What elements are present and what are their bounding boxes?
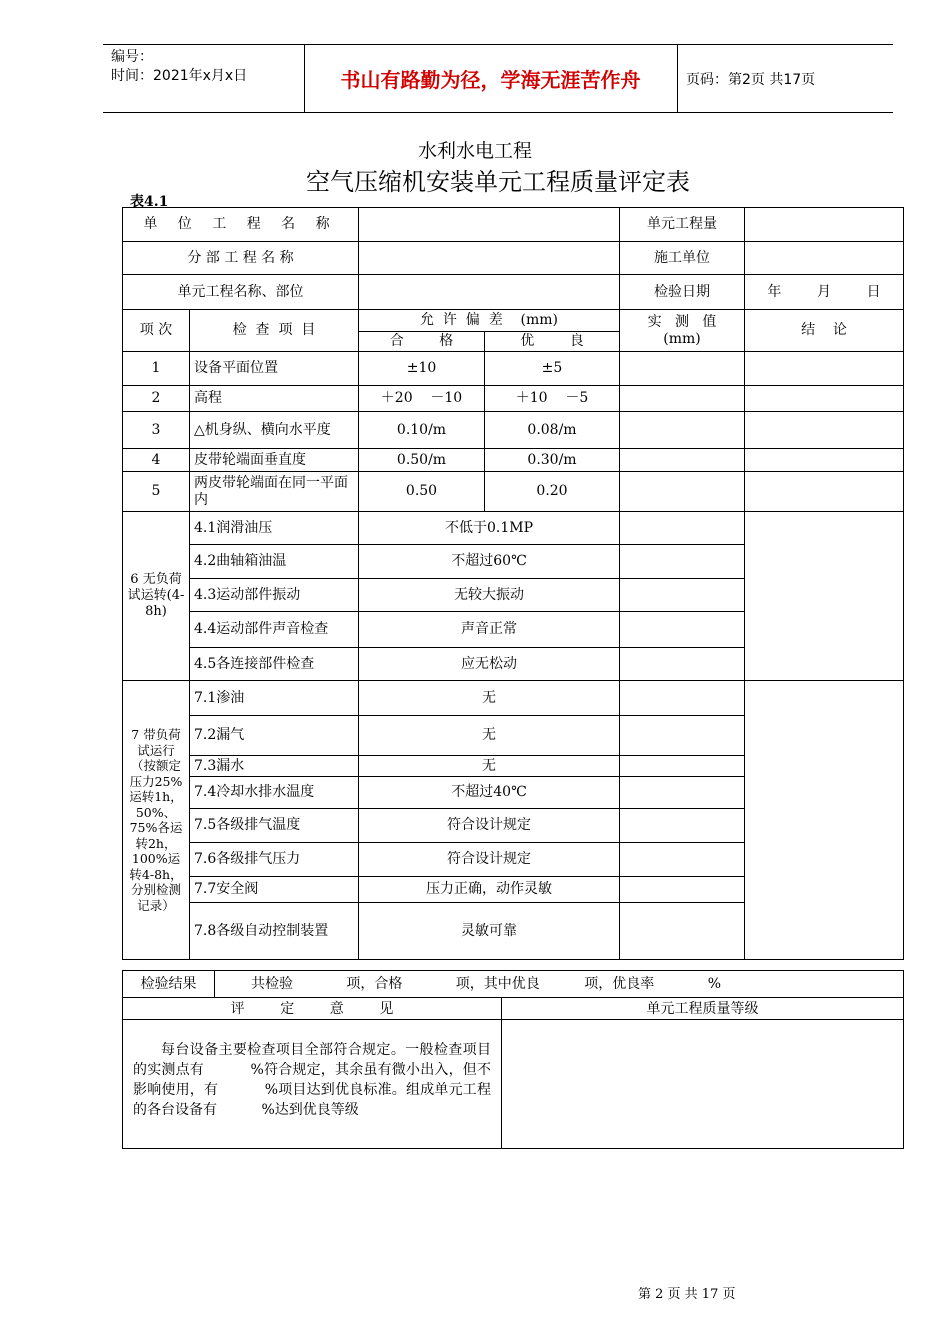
row-measured[interactable] <box>620 716 745 756</box>
grade-label: 单元工程质量等级 <box>502 998 904 1020</box>
row-requirement: 无 <box>359 756 620 777</box>
row-measured[interactable] <box>620 903 745 960</box>
header-meta <box>111 48 247 86</box>
row-excellent: 0.20 <box>485 472 620 512</box>
unit-project-value[interactable] <box>359 208 620 242</box>
row-no: 2 <box>123 386 190 412</box>
table-row <box>123 386 904 412</box>
row-item: 7.4冷却水排水温度 <box>190 777 359 809</box>
row-item: 7.3漏水 <box>190 756 359 777</box>
row-no: 5 <box>123 472 190 512</box>
row-measured[interactable] <box>620 579 745 612</box>
row-requirement: 无 <box>359 716 620 756</box>
unit-project-label: 单 位 工 程 名 称 <box>123 208 359 242</box>
row-conclusion[interactable] <box>745 386 904 412</box>
group7-label-text: 7 带负荷试运行（按额定压力25%运转1h，50%、75%各运转2h，100%运转4-8h，分别检测记录） <box>129 727 183 913</box>
info-row <box>123 275 904 310</box>
row-conclusion[interactable] <box>745 449 904 472</box>
row-item: 设备平面位置 <box>190 352 359 386</box>
result-row <box>123 971 904 998</box>
unit-quantity-label: 单元工程量 <box>620 208 745 242</box>
unit-quantity-value[interactable] <box>745 208 904 242</box>
opinion-label: 评 定 意 见 <box>123 998 502 1020</box>
row-item: 4.2曲轴箱油温 <box>190 545 359 579</box>
col-check-item: 检 查 项 目 <box>190 310 359 352</box>
row-measured[interactable] <box>620 756 745 777</box>
construction-unit-value[interactable] <box>745 242 904 275</box>
group7-label <box>123 681 190 960</box>
col-tolerance: 允 许 偏 差 (mm) <box>359 310 620 332</box>
row-requirement: 声音正常 <box>359 612 620 648</box>
group7-conclusion[interactable] <box>745 681 904 960</box>
summary-section <box>122 970 903 1149</box>
row-requirement: 不超过60℃ <box>359 545 620 579</box>
group6-label-text: 6 无负荷试运转(4-8h) <box>127 572 185 619</box>
row-item: 7.2漏气 <box>190 716 359 756</box>
summary-table <box>122 970 904 1149</box>
row-conclusion[interactable] <box>745 472 904 512</box>
col-qualified: 合 格 <box>359 332 485 352</box>
opinion-body-row <box>123 1020 904 1149</box>
result-text[interactable]: 共检验 项，合格 项，其中优良 项，优良率 % <box>215 971 904 998</box>
row-measured[interactable] <box>620 648 745 681</box>
row-measured[interactable] <box>620 777 745 809</box>
row-excellent: ＋10 －5 <box>485 386 620 412</box>
row-measured[interactable] <box>620 412 745 449</box>
row-measured[interactable] <box>620 449 745 472</box>
row-item: 7.8各级自动控制装置 <box>190 903 359 960</box>
row-item: 高程 <box>190 386 359 412</box>
row-qualified: 0.10/m <box>359 412 485 449</box>
table-number: 表4.1 <box>130 194 169 210</box>
row-requirement: 不超过40℃ <box>359 777 620 809</box>
row-measured[interactable] <box>620 386 745 412</box>
row-requirement: 不低于0.1MP <box>359 512 620 545</box>
row-item: 7.1渗油 <box>190 681 359 716</box>
row-qualified: 0.50 <box>359 472 485 512</box>
row-requirement: 应无松动 <box>359 648 620 681</box>
row-measured[interactable] <box>620 352 745 386</box>
row-measured[interactable] <box>620 612 745 648</box>
row-requirement: 符合设计规定 <box>359 843 620 877</box>
col-measured <box>620 310 745 352</box>
table-row <box>123 352 904 386</box>
group6-label <box>123 512 190 681</box>
row-measured[interactable] <box>620 681 745 716</box>
table-row <box>123 449 904 472</box>
row-item: 皮带轮端面垂直度 <box>190 449 359 472</box>
row-requirement: 灵敏可靠 <box>359 903 620 960</box>
col-conclusion: 结 论 <box>745 310 904 352</box>
grade-value[interactable] <box>502 1020 904 1149</box>
info-row <box>123 242 904 275</box>
code-label: 编号： <box>111 49 153 65</box>
sub-project-value[interactable] <box>359 242 620 275</box>
table-row <box>123 512 904 545</box>
row-item: △机身纵、横向水平度 <box>190 412 359 449</box>
row-requirement: 符合设计规定 <box>359 809 620 843</box>
row-qualified: 0.50/m <box>359 449 485 472</box>
header-divider <box>677 44 678 113</box>
row-no: 1 <box>123 352 190 386</box>
group6-conclusion[interactable] <box>745 512 904 681</box>
row-item: 4.4运动部件声音检查 <box>190 612 359 648</box>
document-supertitle: 水利水电工程 <box>417 140 532 162</box>
row-item: 7.5各级排气温度 <box>190 809 359 843</box>
row-no: 4 <box>123 449 190 472</box>
row-measured[interactable] <box>620 545 745 579</box>
row-conclusion[interactable] <box>745 412 904 449</box>
inspection-date-label: 检验日期 <box>620 275 745 310</box>
row-requirement: 无 <box>359 681 620 716</box>
info-row <box>123 208 904 242</box>
row-qualified: ±10 <box>359 352 485 386</box>
column-header-row <box>123 310 904 332</box>
element-name-value[interactable] <box>359 275 620 310</box>
row-item: 4.3运动部件振动 <box>190 579 359 612</box>
page-info: 页码：第2页 共17页 <box>686 71 816 88</box>
row-qualified: ＋20 －10 <box>359 386 485 412</box>
time-label: 时间：2021年x月x日 <box>111 68 248 84</box>
row-excellent: 0.08/m <box>485 412 620 449</box>
row-measured[interactable] <box>620 809 745 843</box>
opinion-header-row <box>123 998 904 1020</box>
col-measured-label: 实 测 值 <box>647 313 717 330</box>
sub-project-label: 分 部 工 程 名 称 <box>123 242 359 275</box>
table-row <box>123 472 904 512</box>
row-measured[interactable] <box>620 877 745 903</box>
row-requirement: 无较大振动 <box>359 579 620 612</box>
page-footer: 第 2 页 共 17 页 <box>638 1287 736 1302</box>
page-header <box>103 44 893 113</box>
row-requirement: 压力正确，动作灵敏 <box>359 877 620 903</box>
construction-unit-label: 施工单位 <box>620 242 745 275</box>
row-excellent: 0.30/m <box>485 449 620 472</box>
row-conclusion[interactable] <box>745 352 904 386</box>
row-item: 4.5各连接部件检查 <box>190 648 359 681</box>
row-item: 4.1润滑油压 <box>190 512 359 545</box>
result-label: 检验结果 <box>123 971 215 998</box>
col-excellent: 优 良 <box>485 332 620 352</box>
element-name-label: 单元工程名称、部位 <box>123 275 359 310</box>
row-measured[interactable] <box>620 472 745 512</box>
table-row <box>123 681 904 716</box>
row-excellent: ±5 <box>485 352 620 386</box>
col-item-no: 项 次 <box>123 310 190 352</box>
row-measured[interactable] <box>620 512 745 545</box>
inspection-date-value[interactable]: 年 月 日 <box>745 275 904 310</box>
evaluation-table <box>122 207 904 960</box>
motto: 书山有路勤为径，学海无涯苦作舟 <box>340 68 641 92</box>
document-title: 空气压缩机安装单元工程质量评定表 <box>306 168 690 196</box>
row-item: 7.7安全阀 <box>190 877 359 903</box>
row-measured[interactable] <box>620 843 745 877</box>
row-item: 两皮带轮端面在同一平面内 <box>190 472 359 512</box>
row-no: 3 <box>123 412 190 449</box>
row-item: 7.6各级排气压力 <box>190 843 359 877</box>
table-row <box>123 412 904 449</box>
col-measured-unit: (mm) <box>663 330 701 347</box>
opinion-text[interactable]: 每台设备主要检查项目全部符合规定。一般检查项目的实测点有 %符合规定，其余虽有微小出入，但不影响使用，有 %项目达到优良标准。组成单元工程的各台设备有 %达到优良等级 <box>123 1020 502 1149</box>
